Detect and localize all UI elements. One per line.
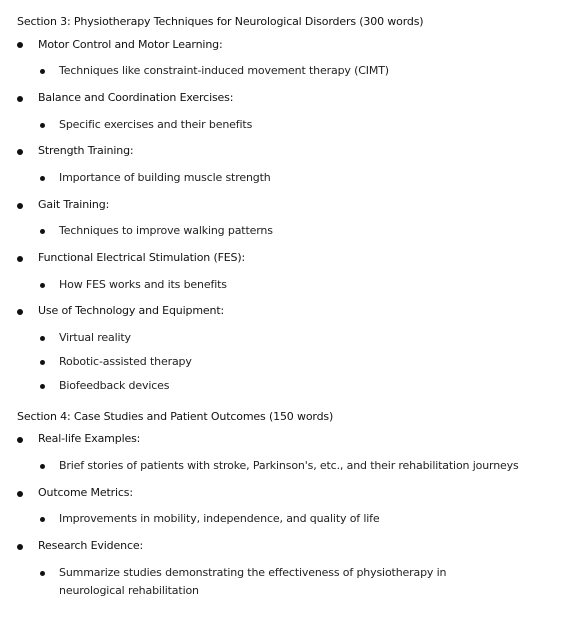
bullet-icon — [17, 149, 23, 155]
bullet-icon — [40, 464, 45, 469]
bullet-icon — [40, 283, 45, 288]
list-item-label: Use of Technology and Equipment: — [38, 304, 225, 317]
sub-list-item: Robotic-assisted therapy — [59, 355, 192, 368]
list-item-label: Outcome Metrics: — [38, 486, 133, 499]
sub-list-item: Virtual reality — [59, 331, 131, 344]
bullet-icon — [40, 517, 45, 522]
bullet-icon — [40, 336, 45, 341]
sub-list-item: Improvements in mobility, independence, and quality of life — [59, 512, 380, 525]
section-heading: Section 4: Case Studies and Patient Outcomes (150 words) — [17, 410, 334, 423]
list-item-label: Strength Training: — [38, 144, 134, 157]
bullet-icon — [17, 42, 23, 48]
bullet-icon — [40, 176, 45, 181]
bullet-icon — [17, 491, 23, 497]
sub-list-item: Brief stories of patients with stroke, Parkinson's, etc., and their rehabilitation journeys — [59, 459, 519, 472]
bullet-icon — [17, 203, 23, 209]
sub-list-item: Summarize studies demonstrating the effectiveness of physiotherapy in neurological rehabilitation — [59, 566, 447, 597]
sub-list-item: How FES works and its benefits — [59, 278, 227, 291]
sub-list-item: Techniques like constraint-induced movement therapy (CIMT) — [59, 64, 389, 77]
list-item-label: Balance and Coordination Exercises: — [38, 91, 234, 104]
bullet-icon — [40, 571, 45, 576]
sub-list-item: Biofeedback devices — [59, 379, 170, 392]
bullet-icon — [40, 360, 45, 365]
list-item-label: Research Evidence: — [38, 539, 144, 552]
list-item-label: Real-life Examples: — [38, 432, 141, 445]
bullet-icon — [17, 544, 23, 550]
bullet-icon — [17, 256, 23, 262]
bullet-icon — [40, 123, 45, 128]
sub-list-item: Specific exercises and their benefits — [59, 118, 253, 131]
bullet-icon — [17, 437, 23, 443]
list-item-label: Functional Electrical Stimulation (FES): — [38, 251, 246, 264]
sub-list-item: Importance of building muscle strength — [59, 171, 271, 184]
bullet-icon — [40, 69, 45, 74]
bullet-icon — [40, 229, 45, 234]
bullet-icon — [40, 384, 45, 389]
sub-list-item: Techniques to improve walking patterns — [59, 224, 273, 237]
bullet-icon — [17, 96, 23, 102]
section-heading: Section 3: Physiotherapy Techniques for Neurological Disorders (300 words) — [17, 15, 424, 28]
list-item-label: Motor Control and Motor Learning: — [38, 38, 223, 51]
list-item-label: Gait Training: — [38, 198, 110, 211]
bullet-icon — [17, 309, 23, 315]
